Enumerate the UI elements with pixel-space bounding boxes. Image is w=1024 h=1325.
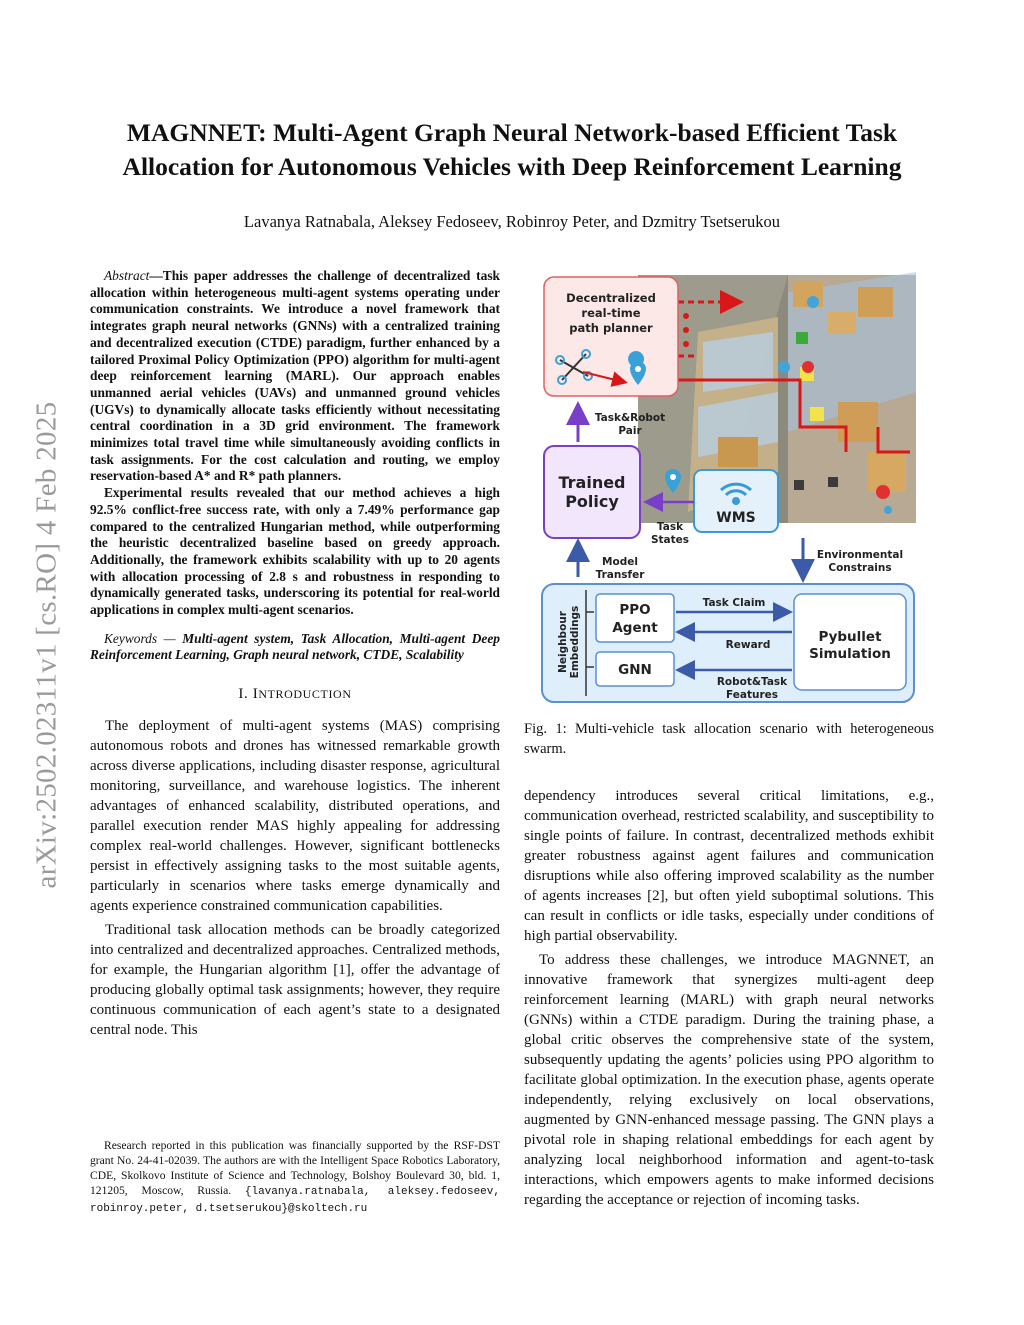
intro-paragraph-3: dependency introduces several critical limitations, e.g., communication overhead, restricted scalability, and susceptibility to single points of failure. In contrast, decentralized methods exhibit greater robustness against agent failures and communication disruptions while also offering improved scalability as the number of agents increases [2], but often yield suboptimal solutions. This can result in conflicts or idle tasks, especially under conditions of high partial observability.: [524, 788, 934, 944]
keywords: [90, 631, 500, 664]
keywords-text: Multi-agent system, Task Allocation, Multi-agent Deep Reinforcement Learning, Graph neural network, CTDE, Scalability: [90, 630, 500, 663]
gnn-label: GNN: [618, 662, 652, 678]
arxiv-label: arXiv:2502.02311v1 [cs.RO] 4 Feb 2025: [30, 401, 63, 889]
abstract-paragraph-1: This paper addresses the challenge of decentralized task allocation within heterogeneous multi-agent systems operating under communication constraints. We introduce a novel framework that integrates graph neural networks (GNNs) with a centralized training and decentralized execution (CTDE) paradigm, further enhanced by a tailored Proximal Policy Optimization (PPO) algorithm for multi-agent deep reinforcement learning (MARL). Our approach enables unmanned aerial vehicles (UAVs) and unmanned ground vehicles (UGVs) to dynamically allocate tasks efficiently without necessitating central coordination in a 3D grid environment. The framework minimizes total travel time while simultaneously avoiding conflicts in task assignments. For the cost calculation and routing, we employ reservation-based A* and R* path planners.: [90, 268, 500, 484]
planner-label-1: Decentralized: [566, 291, 656, 305]
paper-title: MAGNNET: Multi-Agent Graph Neural Network-based Efficient Task Allocation for Autonomous Vehicles with Deep Reinforcement Learning: [122, 118, 902, 181]
planner-label-2: real-time: [581, 306, 641, 320]
pybullet-label-2: Simulation: [809, 646, 891, 662]
robot-task-features-label-1: Robot&Task: [716, 676, 788, 688]
model-transfer-label-1: Model: [602, 556, 638, 568]
neighbour-label-2: Embeddings: [569, 605, 581, 679]
abstract-paragraph-2: Experimental results revealed that our method achieves a high 92.5% conflict-free success rate, with only a 7.49% performance gap compared to the centralized Hungarian method, while outperforming the heuristic decentralized baseline based on greedy approach. Additionally, the framework exhibits scalability with up to 20 agents with allocation processing of 2.8 s and robustness in responding to dynamically generated tasks, underscoring its potential for real-world applications in complex multi-agent scenarios.: [90, 485, 500, 618]
reward-label: Reward: [725, 639, 771, 651]
task-states-label-1: Task: [656, 521, 684, 533]
planner-label-3: path planner: [569, 321, 653, 335]
intro-paragraph-1: The deployment of multi-agent systems (MAS) comprising autonomous robots and drones has witnessed remarkable growth across diverse applications, including disaster response, agricultural monitoring, surveillance, and warehouse logistics. The inherent advantages of enhanced scalability, distributed operations, and parallel execution render MAS highly appealing for addressing complex real-world challenges. However, significant bottlenecks persist in effectively assigning tasks to the most suitable agents, particularly in scenarios where tasks emerge dynamically and agents experience constrained communication capabilities.: [90, 718, 500, 915]
intro-paragraph-4: To address these challenges, we introduce MAGNNET, an innovative framework that synergizes multi-agent deep reinforcement learning (MARL) with graph neural networks (GNNs) within a CTDE paradigm. During the training phase, a global critic observes the comprehensive state of the system, subsequently updating the agents’ policies using PPO algorithm to facilitate global optimization. In the execution phase, agents operate independently, relying exclusively on local observations, augmented by GNN-enhanced message passing. The GNN plays a pivotal role in shaping relational embeddings for each agent by analyzing local neighborhood information and agent-to-task interactions, which empowers agents to make informed decisions regarding the acceptance or rejection of incoming tasks.: [524, 952, 934, 1208]
caption-text: Multi-vehicle task allocation scenario with heterogeneous swarm.: [524, 721, 935, 757]
task-robot-pair-label-2: Pair: [618, 425, 642, 437]
ppo-agent-label-1: PPO: [619, 602, 651, 618]
model-transfer-label-2: Transfer: [595, 569, 645, 581]
right-column: [524, 786, 934, 1210]
neighbour-label-1: Neighbour: [557, 611, 569, 673]
abstract-label: Abstract: [104, 268, 150, 283]
abstract: [90, 268, 500, 619]
figure-caption: [524, 719, 934, 759]
arxiv-identifier: [22, 360, 72, 930]
ppo-agent-label-2: Agent: [612, 620, 658, 636]
env-constrains-label-2: Constrains: [828, 562, 892, 574]
trained-policy-label-1: Trained: [558, 473, 626, 492]
section-initial: I: [252, 686, 259, 703]
abstract-dash: —: [149, 268, 163, 283]
footnote-text: Research reported in this publication was financially supported by the RSF-DST grant No. 24-41-02039. The authors are with the Intelligent Space Robotics Laboratory, CDE, Skolkovo Institute of Science and Technology, Bolshoy Boulevard 30, bld. 1, 121205, Moscow, Russia.: [90, 1139, 500, 1197]
section-rest: NTRODUCTION: [258, 687, 352, 702]
trained-policy-label-2: Policy: [565, 492, 619, 511]
task-robot-pair-label-1: Task&Robot: [594, 412, 666, 424]
wms-label: WMS: [716, 510, 756, 526]
intro-paragraph-2: Traditional task allocation methods can be broadly categorized into centralized and decentralized approaches. Centralized methods, for example, the Hungarian algorithm [1], offer the advantage of producing globally optimal task assignments; however, they require continuous communication of each agent’s state to a designated central node. This: [90, 922, 500, 1039]
section-heading-introduction: [90, 684, 500, 704]
robot-task-features-label-2: Features: [726, 689, 778, 701]
author-list: Lavanya Ratnabala, Aleksey Fedoseev, Robinroy Peter, and Dzmitry Tsetserukou: [243, 212, 781, 231]
task-states-label-2: States: [650, 534, 690, 546]
pybullet-label-1: Pybullet: [818, 629, 882, 645]
caption-label: Fig. 1:: [524, 721, 567, 737]
figure-1-diagram: [538, 272, 918, 710]
env-constrains-label-1: Environmental: [816, 549, 904, 561]
footnote: [90, 1138, 500, 1217]
section-numeral: I.: [238, 686, 249, 703]
keywords-label: Keywords —: [104, 630, 176, 646]
footnote-emails: {lavanya.ratnabala, aleksey.fedoseev, robinroy.peter, d.tsetserukou}@skoltech.ru: [90, 1186, 500, 1215]
left-column: [90, 268, 500, 1040]
task-claim-label: Task Claim: [702, 597, 766, 609]
